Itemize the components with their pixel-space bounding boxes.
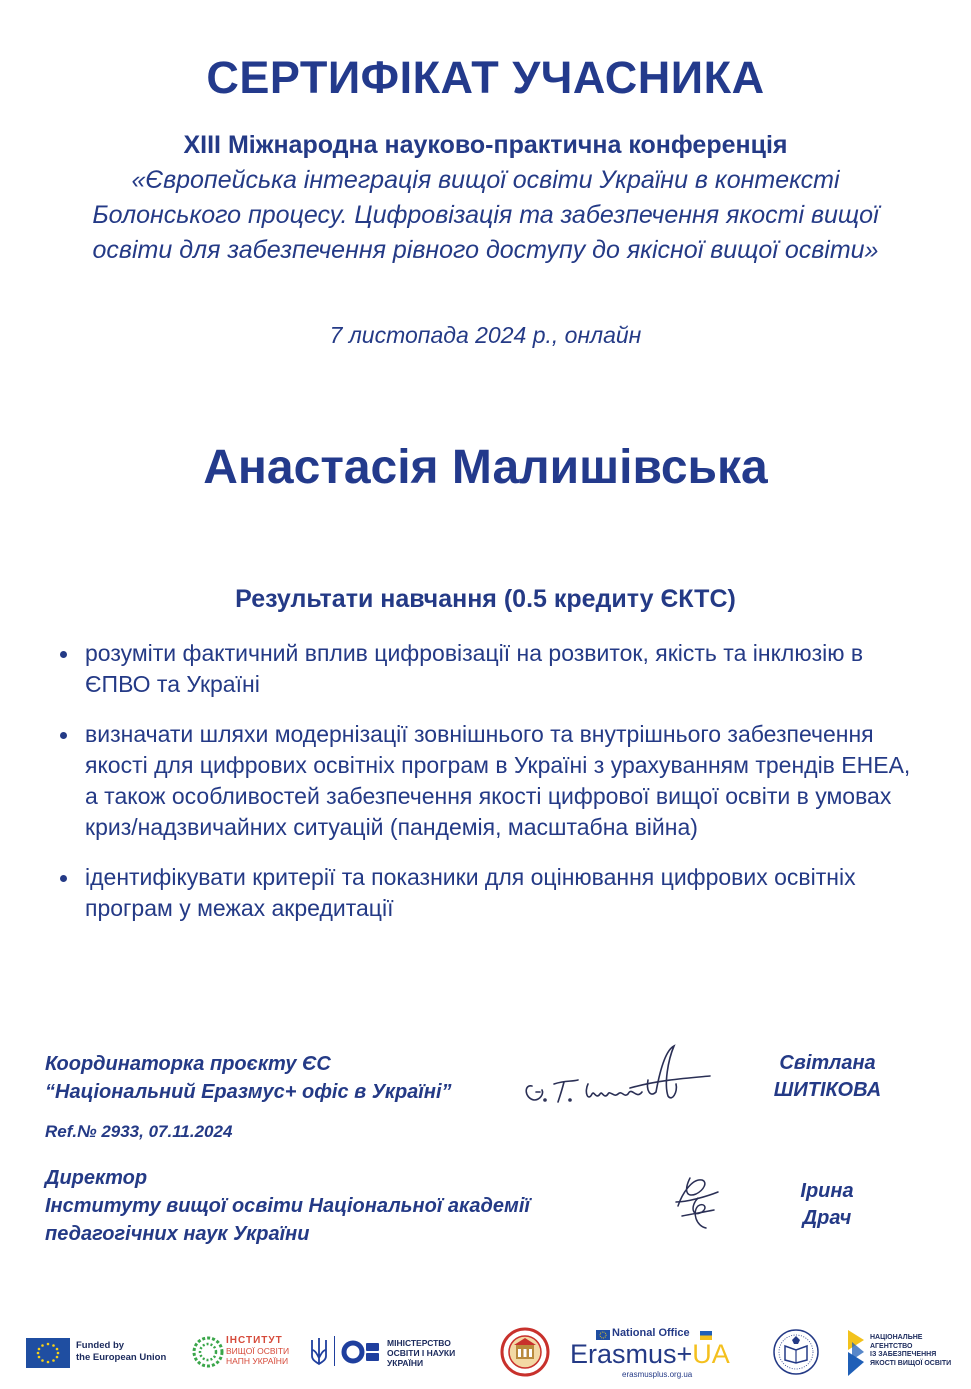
- director-last-name: Драч: [802, 1207, 852, 1229]
- erasmus-word: Erasmus+: [570, 1339, 693, 1369]
- coordinator-name: [760, 1050, 895, 1104]
- director-signature-icon: [668, 1172, 728, 1234]
- eu-logo-line1: Funded by: [76, 1340, 125, 1351]
- erasmus-suffix: UA: [692, 1339, 730, 1369]
- coordinator-role: [45, 1050, 452, 1106]
- ministry-mark-icon: [341, 1340, 381, 1364]
- results-title: Результати навчання (0.5 кредиту ЄКТС): [235, 585, 736, 613]
- director-role: [45, 1164, 530, 1248]
- conference-date: 7 листопада 2024 р., онлайн: [329, 322, 642, 348]
- outcome-text: ідентифікувати критерії та показники для оцінювання цифрових освітніх програм у межах акредитації: [85, 864, 856, 921]
- director-name: [762, 1178, 892, 1232]
- ministry-logo-line3: УКРАЇНИ: [387, 1358, 424, 1368]
- coordinator-first-name: Світлана: [779, 1052, 876, 1074]
- institute-logo-line3: НАПН УКРАЇНИ: [226, 1356, 289, 1366]
- institute-logo-line1: ІНСТИТУТ: [226, 1335, 283, 1346]
- trident-icon: [309, 1336, 329, 1366]
- director-role-line1: Директор: [45, 1167, 148, 1189]
- coordinator-signature-icon: [518, 1040, 718, 1110]
- institute-logo: [192, 1334, 292, 1370]
- outcome-text: розуміти фактичний вплив цифровізації на розвиток, якість та інклюзію в ЄПВО та Україні: [85, 640, 864, 697]
- reference-number: Ref.№ 2933, 07.11.2024: [45, 1122, 233, 1141]
- outcomes-list: [58, 638, 928, 943]
- conference-line: XIII Міжнародна науково-практична конференція: [183, 131, 788, 159]
- eu-flag-icon: [26, 1338, 70, 1368]
- certificate-title: СЕРТИФІКАТ УЧАСНИКА: [206, 52, 765, 103]
- eu-logo-line2: the European Union: [76, 1352, 167, 1363]
- bullet-icon: [60, 651, 67, 658]
- academy-seal-icon: [500, 1327, 550, 1377]
- list-item: [58, 862, 928, 924]
- erasmus-logo: [570, 1326, 750, 1382]
- institute-logo-line2: ВИЩОЇ ОСВІТИ: [226, 1346, 290, 1356]
- national-agency-line3: ІЗ ЗАБЕЗПЕЧЕННЯ: [870, 1351, 937, 1358]
- erasmus-national-office: National Office: [612, 1327, 690, 1339]
- outcome-text: визначати шляхи модернізації зовнішнього та внутрішнього забезпечення якості для цифрових освітніх програм в Україні з урахуванням трендів EHEA, а також особливостей забезпечення якості цифрової вищої освіти в умовах криз/надзвичайних ситуацій (пандемія, масштабна війна): [85, 721, 911, 840]
- partner-logos: [26, 1322, 951, 1384]
- director-first-name: Ірина: [800, 1180, 854, 1202]
- eu-logo: [26, 1336, 176, 1370]
- director-role-line3: педагогічних наук України: [45, 1223, 310, 1245]
- university-emblem-icon: [772, 1328, 820, 1376]
- national-agency-line1: НАЦІОНАЛЬНЕ: [870, 1334, 923, 1341]
- list-item: [58, 719, 928, 843]
- national-agency-line2: АГЕНТСТВО: [870, 1342, 913, 1350]
- conference-block: [60, 128, 911, 268]
- director-role-line2: Інституту вищої освіти Національної академії: [45, 1195, 530, 1217]
- ministry-logo: [309, 1334, 479, 1370]
- coordinator-role-line1: Координаторка проєкту ЄС: [45, 1053, 331, 1075]
- national-agency-logo: [846, 1326, 951, 1380]
- ministry-logo-line1: МІНІСТЕРСТВО: [387, 1338, 451, 1348]
- list-item: [58, 638, 928, 700]
- bullet-icon: [60, 875, 67, 882]
- coordinator-role-line2: “Національний Еразмус+ офіс в Україні”: [45, 1081, 452, 1103]
- coordinator-last-name: ШИТІКОВА: [773, 1079, 882, 1101]
- conference-topic: «Європейська інтеграція вищої освіти України в контексті Болонського процесу. Цифровізація та забезпечення якості вищої освіти для забезпечення рівного доступу до якісної вищої освіти»: [92, 166, 879, 264]
- national-agency-line4: ЯКОСТІ ВИЩОЇ ОСВІТИ: [870, 1359, 952, 1367]
- institute-emblem-icon: [192, 1336, 224, 1368]
- ministry-logo-line2: ОСВІТИ І НАУКИ: [387, 1348, 456, 1358]
- erasmus-url: erasmusplus.org.ua: [622, 1370, 693, 1379]
- national-agency-mark-icon: [846, 1328, 866, 1378]
- bullet-icon: [60, 732, 67, 739]
- participant-name: Анастасія Малишівська: [203, 441, 768, 494]
